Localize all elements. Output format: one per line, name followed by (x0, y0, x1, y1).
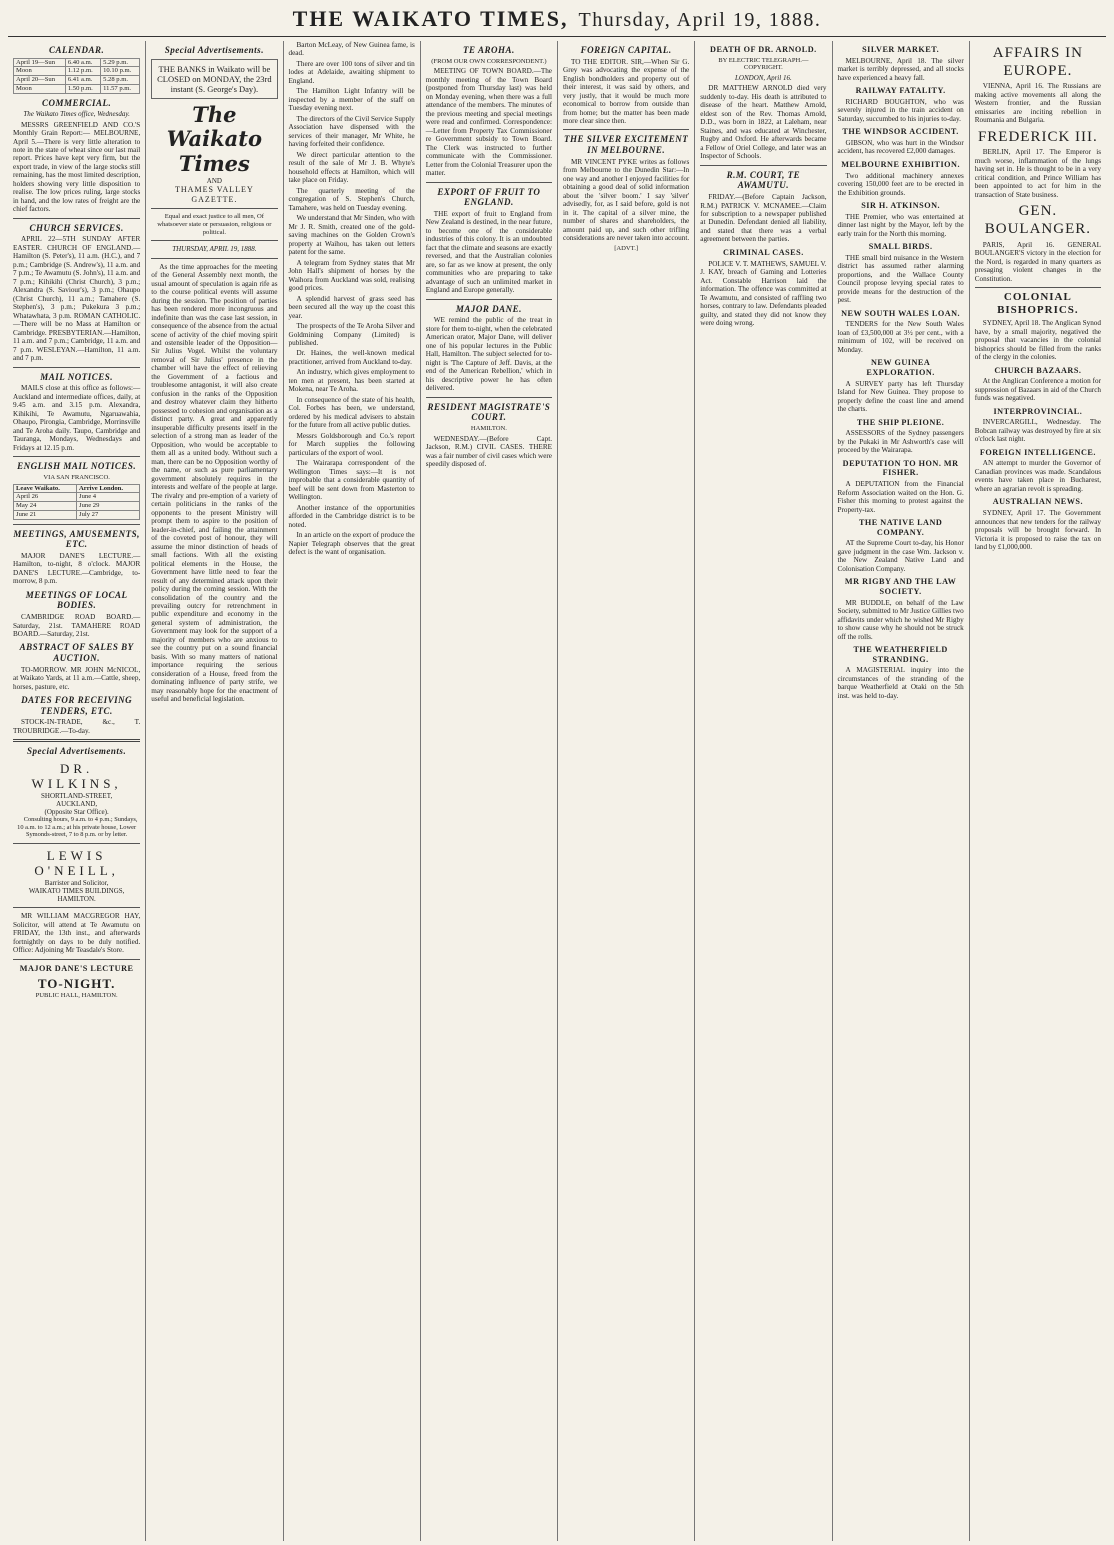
windsor-heading: THE WINDSOR ACCIDENT. (842, 127, 959, 137)
news-item: Another instance of the opportunities afforded in the Cambridge district is to be noted. (288, 503, 415, 529)
dane-lecture-heading: MAJOR DANE'S LECTURE (19, 963, 134, 973)
railway-heading: RAILWAY FATALITY. (855, 86, 946, 96)
news-item: There are over 100 tons of silver and tin lodes at Adelaide, awaiting shipment to England. (288, 59, 415, 85)
column-2 (145, 41, 282, 1541)
australian-news-text: SYDNEY, April 17. The Government announces that new tenders for the railway proposals will be brought forward. In Victoria it is proposed to raise the tax on land by £1,000,000. (974, 509, 1101, 552)
pleione-heading: THE SHIP PLEIONE. (856, 417, 945, 427)
silver-market-heading: SILVER MARKET. (862, 45, 940, 54)
bazaars-text: At the Anglican Conference a motion for suppression of Bazaars in aid of the Church funds was negatived. (974, 377, 1101, 403)
weatherfield-text: A MAGISTERIAL inquiry into the circumstances of the stranding of the barque Weatherfield at Otaki on the 5th inst. was held to-day. (837, 666, 964, 700)
news-item: The Hamilton Light Infantry will be inspected by a member of the staff on Tuesday evening next. (288, 87, 415, 113)
news-item: We understand that Mr Sinden, who with Mr J. R. Smith, created one of the gold-saving machines on the Golden Crown's property at Waihou, has taken out letters patent for the same. (288, 214, 415, 257)
exhibition-heading: MELBOURNE EXHIBITION. (841, 159, 961, 169)
table-row: May 24 June 29 (14, 502, 140, 511)
silver-market-text: MELBOURNE, April 18. The silver market is terribly depressed, and all stocks have experienced a heavy fall. (837, 56, 964, 82)
nameplate-title: The Waikato Times (166, 101, 262, 177)
europe-text: VIENNA, April 16. The Russians are making active movements all along the Western frontier, and the Russian emissaries are inciting rebellion in Roumania and Bulgaria. (974, 82, 1101, 125)
bishoprics-heading: COLONIAL BISHOPRICS. (975, 287, 1101, 317)
atkinson-text: THE Premier, who was entertained at dinner last night by the Mayor, left by the early train for the North this morning. (837, 212, 964, 238)
native-land-heading: THE NATIVE LAND COMPANY. (858, 518, 943, 537)
major-dane-text: WE remind the public of the treat in store for them to-night, when the celebrated American orator, Major Dane, will deliver one of his popular lectures in the Public Hall, Hamilton. The subject selected for to-night is 'The Capture of Jeff. Davis, at the end of the American Rebellion,' which in his descriptive power he has often delivered. (425, 316, 552, 393)
frederick-text: BERLIN, April 17. The Emperor is much worse, inflammation of the lungs having set in. He is thought to be in a very critical condition, and Prince William has been appointed to act for him in the transaction of State business. (974, 148, 1101, 199)
masthead-title: THE WAIKATO TIMES, (292, 6, 569, 31)
frederick-heading: FREDERICK III. (977, 128, 1098, 145)
leader-date: THURSDAY, APRIL 19, 1888. (172, 245, 257, 254)
calendar-row: April 20—Sun 6.41 a.m. 5.28 p.m. (14, 76, 140, 85)
te-aroha-text: MEETING OF TOWN BOARD.—The monthly meeting of the Town Board (postponed from Thursday last) was held on Monday evening, when there was a full attendance of the members. The minutes of the previous meeting and special meetings were read and confirmed. Correspondence:—Letter from Property Tax Commissioner re Government subsidy to Town Board. The Clerk was instructed to further communicate with the Commissioner. Letter from the Colonial Treasurer upon the matter. (425, 67, 552, 178)
calendar-row: Moon 1.50 p.m. 11.57 p.m. (14, 84, 140, 93)
column-3 (283, 41, 420, 1541)
te-aroha-heading: TE AROHA. (463, 45, 515, 55)
columns (8, 41, 1106, 1541)
export-fruit-text: THE export of fruit to England from New Zealand is destined, in the near future, to become one of the considerable industries of this colony. It is an undoubted fact that the climate and seasons are exactly reversed, and that the Australian colonies are, so far as we know at present, the only communities who are preparing to take advantage of such an unlimited market in England and Europe generally. (425, 209, 552, 295)
foreign-capital-text: TO THE EDITOR. SIR,—When Sir G. Grey was advocating the expense of the English bondholders and property out of their interest, it was said by others, and very justly, that it would be much more economical to borrow from outside than from home; but the matter has been made more clear since then. (563, 57, 690, 125)
table-row: June 21 July 27 (14, 510, 140, 519)
table-row: April 26 June 4 (14, 493, 140, 502)
news-item: Messrs Goldsborough and Co.'s report for March supplies the following particulars of the export of wool. (288, 431, 415, 457)
news-item: The directors of the Civil Service Supply Association have dispensed with the services of their manager, Mr White, he having forfeited their confidence. (288, 114, 415, 149)
masthead-date: Thursday, April 19, 1888. (578, 9, 822, 31)
wilkins-name: DR. WILKINS, (31, 760, 122, 792)
nameplate-sub: THAMES VALLEY GAZETTE. (175, 185, 254, 204)
sales-heading: ABSTRACT OF SALES BY AUCTION. (19, 642, 134, 664)
news-item: The Wairarapa correspondent of the Wellington Times says:—It is not improbable that a considerable quantity of beef will be sent down from Masterton to Wellington. (288, 459, 415, 502)
foreign-capital-heading: FOREIGN CAPITAL. (580, 45, 672, 55)
silver-excitement-text: MR VINCENT PYKE writes as follows from Melbourne to the Dunedin Star:—In one way and another I enjoyed facilities for obtaining a good deal of solid information about the 'silver boom.' I say 'silver' advisedly, for, as I said before, gold is not in it. The capital of a silver mine, the number of shares and shareholders, the amount paid up, and such other trifling considerations are never taken into account. (563, 157, 690, 243)
fisher-text: A DEPUTATION from the Financial Reform Association waited on the Hon. G. Fisher this morning to protest against the Property-tax. (837, 480, 964, 514)
oneill-advert: LEWIS O'NEILL, Barrister and Solicitor, WAIKATO TIMES BUILDINGS, HAMILTON. (13, 848, 140, 903)
special-ads-heading: Special Advertisements. (27, 746, 127, 757)
oneill-name: LEWIS O'NEILL, (34, 848, 119, 879)
news-item: Barton McLeay, of New Guinea fame, is dead. (288, 41, 415, 58)
windsor-text: GIBSON, who was hurt in the Windsor accident, has recovered £2,000 damages. (837, 138, 964, 156)
arnold-byline: BY ELECTRIC TELEGRAPH.—COPYRIGHT. (718, 56, 809, 72)
masthead (8, 6, 1106, 37)
news-item: In an article on the export of produce the Napier Telegraph observes that the great defect is the want of organisation. (288, 531, 415, 557)
table-row: Leave Waikato. Arrive London. (14, 484, 140, 493)
foreign-intel-text: AN attempt to murder the Governor of Canadian provinces was made. Scandalous events have taken place in Bucharest, where an agrarian revolt is spreading. (974, 459, 1101, 493)
te-aroha-byline: (FROM OUR OWN CORRESPONDENT.) (431, 57, 547, 65)
news-item: An industry, which gives employment to ten men at present, has been started at Mokena, near Te Aroha. (288, 368, 415, 394)
news-item: We direct particular attention to the result of the sale of Mr J. B. Whyte's household effects at Hamilton, which will take place on Friday. (288, 150, 415, 185)
column-8 (969, 41, 1106, 1541)
foreign-intel-heading: FOREIGN INTELLIGENCE. (979, 447, 1096, 457)
rigby-heading: MR RIGBY AND THE LAW SOCIETY. (844, 577, 957, 596)
fisher-heading: DEPUTATION TO HON. MR FISHER. (842, 458, 959, 478)
criminal-cases-heading: CRIMINAL CASES. (723, 247, 804, 257)
bazaars-heading: CHURCH BAZAARS. (994, 365, 1082, 375)
bishoprics-text: SYDNEY, April 18. The Anglican Synod have, by a small majority, negatived the proposal that vacancies in the colonial bishoprics should be filled from the ranks of the clergy in the colonies. (974, 319, 1101, 362)
export-fruit-heading: EXPORT OF FRUIT TO ENGLAND. (437, 186, 541, 208)
rigby-text: MR BUDDLE, on behalf of the Law Society, submitted to Mr Justice Gillies two affidavits under which he wished Mr Rigby to show cause why he should not be struck off the rolls. (837, 598, 964, 641)
local-bodies-heading: MEETINGS OF LOCAL BODIES. (25, 589, 128, 611)
column-6 (694, 41, 831, 1541)
mcgregor-advert: MR WILLIAM MACGREGOR HAY, Solicitor, will attend at Te Awamutu on FRIDAY, the 13th inst., and afterwards fortnightly on days to be duly notified. Office: Adjoining Mr Teasdale's Store. (13, 912, 141, 955)
commercial-text: MESSRS GREENFIELD AND CO.'S Monthly Grain Report:— MELBOURNE, April 5.—There is very little alteration to note in the state of wheat since our last mail report. Prices have kept very firm, but the export trade, in view of the large stocks still remaining, has the most limited description, holders showing very little disposition to realise. The low prices ruling, large stocks in hand, and the low rates of freight are the chief factors. (13, 120, 141, 214)
mail-text: MAILS close at this office as follows:—Auckland and intermediate offices, daily, at 9.45 a.m. and 3.15 p.m. Alexandra, Kihikihi, Te Awamutu, Ngaruawahia, Ohaupo, Pirongia, Cambridge, Morrinsville and Te Aroha daily. Taupo, Cambridge and Tauranga, Mondays, Wednesdays and Fridays at 12.15 p.m. (13, 384, 141, 452)
small-birds-heading: SMALL BIRDS. (868, 242, 933, 252)
tenders-text: STOCK-IN-TRADE, &c., T. TROUBRIDGE.—To-day. (13, 718, 141, 735)
arnold-heading: DEATH OF DR. ARNOLD. (710, 45, 817, 54)
church-text: APRIL 22—5TH SUNDAY AFTER EASTER. CHURCH OF ENGLAND.—Hamilton (S. Peter's), 11 a.m. (H.C.), and 7 p.m.; Cambridge (S. Andrew's), 11 a.m. and 7 p.m.; Te Awamutu (S. John's), 11 a.m. and 7 p.m.; Kihikihi (Christ Church), 3 p.m.; Alexandra (S. Saviour's), 3 p.m.; Ohaupo (Christ Church), 11 a.m.; Tamahere (S. Stephen's), 3 p.m.; Pukekura 3 p.m.; Whatawhata, 3 p.m. ROMAN CATHOLIC.—There will be no Mass at Hamilton or Cambridge. PRESBYTERIAN.—Hamilton, 11 a.m. and 7 p.m.; Cambridge, 11 a.m. and 7 p.m. WESLEYAN.—Hamilton, 11 a.m. and 7 p.m. (13, 235, 141, 363)
bank-notice: THE BANKS in Waikato will be CLOSED on MONDAY, the 23rd instant (S. George's Day). (151, 59, 277, 99)
news-item: A telegram from Sydney states that Mr John Hall's shipment of horses by the Waihora from Auckland was sold, realising good prices. (288, 258, 415, 293)
column-1 (8, 41, 145, 1541)
column-7 (832, 41, 969, 1541)
rm-court-heading: R.M. COURT, TE AWAMUTU. (726, 169, 801, 191)
special-ads-heading-2: Special Advertisements. (164, 45, 264, 55)
news-item: The prospects of the Te Aroha Silver and Goldmining Company (Limited) is published. (288, 322, 415, 347)
court-sub: HAMILTON. (470, 424, 507, 432)
rm-court-text: FRIDAY.—(Before Captain Jackson, R.M.) PATRICK V. MCNAMEE.—Claim for subscription to a newspaper published at Dunedin. Defendant denied all liability, and stated that there was a verbal agreement between the parties. (700, 193, 827, 244)
leader-text: As the time approaches for the meeting of the General Assembly next month, the usual amount of speculation is again rife as to the course political events will assume during the session. The position of parties has been rendered more incongruous and indefinite than was the case last session, in consequence of the absence from the actual scene of activity of the chief moving spirit and ostensible leader of the Opposition—Sir Julius Vogel. Whilst the voluntary removal of Sir Julius' presence in the chamber will have the effect of relieving the Government of a factious and troublesome antagonist, it will also create confusion in the ranks of the Opposition and destroy whatever claim they hitherto possessed to cohesion and organisation as a distinct party. A great and apparently insuperable difficulty presents itself in the selection of a strong man as leader of the Opposition, who would be acceptable to them all as a united body. Without such a man, there can be no Opposition worthy of the name, or such as pure parliamentary government absolutely requires in the interests and welfare of the people at large. The rivalry and pre-emption of a variety of certain politicians in the ranks of the opponents to the present Ministry will prompt them to aspire to the position of leader-in-chief, and failing the attainment of the coveted post of honour, they will assume the minor distinction of heads of small factions. With all the existing political elements in the House, the Government have little need to fear the result of any determined attack upon their policy during the coming session. With the consolidation of the country and the prevailing outcry for retrenchment in public expenditure and economy in the general system of administration, the Government may look for the support of a majority of members who are anxious to see the country put on a sound financial basis. With so many matters of national importance requiring the serious consideration of a House, freed from the dominating influence of party strife, we may reasonably hope for the enactment of useful and beneficial legislation. (151, 262, 278, 704)
boulanger-heading: GEN. BOULANGER. (984, 203, 1091, 238)
arnold-dateline: LONDON, April 16. (735, 74, 792, 83)
news-item: A splendid harvest of grass seed has been secured all the way up the coast this year. (288, 294, 415, 320)
weatherfield-heading: THE WEATHERFIELD STRANDING. (853, 645, 948, 664)
new-guinea-text: A SURVEY party has left Thursday Island for New Guinea. They propose to properly define the coast line and amend the charts. (837, 379, 964, 414)
nameplate: The Waikato Times AND THAMES VALLEY GAZETTE. (151, 103, 277, 204)
exhibition-text: Two additional machinery annexes covering 150,000 feet are to be erected in the Exhibition grounds. (837, 171, 964, 197)
major-dane-heading: MAJOR DANE. (455, 303, 522, 314)
nsw-loan-text: TENDERS for the New South Wales loan of £3,500,000 at 3½ per cent., with a minimum of 102, will be received on Monday. (837, 320, 964, 354)
small-birds-text: THE small bird nuisance in the Western district has assumed rather alarming proportions, and the Wallace County Council propose levying special rates to provide means for the destruction of the pest. (837, 253, 964, 305)
court-heading: RESIDENT MAGISTRATE'S COURT. (427, 401, 551, 423)
calendar-row: April 19—Sun 6.40 a.m. 5.29 p.m. (14, 58, 140, 67)
commercial-heading: COMMERCIAL. (41, 97, 112, 108)
meetings-heading: MEETINGS, AMUSEMENTS, ETC. (13, 528, 140, 550)
news-item: Dr. Haines, the well-known medical practitioner, arrived from Auckland to-day. (288, 349, 415, 366)
tonight-label: TO-NIGHT. (37, 975, 116, 991)
english-mail-sub: VIA SAN FRANCISCO. (43, 473, 110, 481)
atkinson-heading: SIR H. ATKINSON. (861, 201, 941, 211)
calendar-heading: CALENDAR. (48, 45, 105, 55)
court-text: WEDNESDAY.—(Before Capt. Jackson, R.M.) CIVIL CASES. THERE was a fair number of civil cases which were speedily disposed of. (425, 434, 552, 469)
commercial-dateline: The Waikato Times office, Wednesday. (23, 110, 130, 119)
news-item: The quarterly meeting of the congregation of S. Stephen's Church, Tamahere, was held on Tuesday evening. (288, 186, 415, 212)
railway-text: RICHARD BOUGHTON, who was severely injured in the train accident on Saturday, succumbed to his injuries to-day. (837, 97, 964, 123)
silver-excitement-heading: THE SILVER EXCITEMENT IN MELBOURNE. (564, 134, 689, 156)
mail-heading: MAIL NOTICES. (40, 371, 113, 382)
criminal-cases-text: POLICE V. T. MATHEWS, SAMUEL V. J. KAY, breach of Gaming and Lotteries Act. Constable Harrison laid the information. The offence was committed at Te Awamutu, and consisted of raffling two horses, contrary to law. Defendants pleaded guilty, and stated they did not know they were doing wrong. (700, 259, 827, 327)
europe-heading: AFFAIRS IN EUROPE. (992, 45, 1083, 79)
calendar-row: Moon 1.12 p.m. 10.10 p.m. (14, 67, 140, 76)
new-guinea-heading: NEW GUINEA EXPLORATION. (866, 358, 935, 377)
meetings-text: MAJOR DANE'S LECTURE.—Hamilton, to-night, 8 o'clock. MAJOR DANE'S LECTURE.—Cambridge, to-morrow, 8 p.m. (13, 551, 141, 586)
local-bodies-text: CAMBRIDGE ROAD BOARD.—Saturday, 21st. TAMAHERE ROAD BOARD.—Saturday, 21st. (13, 613, 141, 638)
australian-news-heading: AUSTRALIAN NEWS. (992, 497, 1084, 507)
column-5 (557, 41, 694, 1541)
sales-text: TO-MORROW. MR JOHN McNICOL, at Waikato Yards, at 11 a.m.—Cattle, sheep, horses, pasture, etc. (13, 665, 141, 691)
interprovincial-heading: INTERPROVINCIAL. (993, 406, 1083, 416)
boulanger-text: PARIS, April 16. GENERAL BOULANGER'S victory in the election for the Nord, is regarded in many quarters as presaging violent changes in the Constitution. (974, 240, 1101, 283)
column-4 (420, 41, 557, 1541)
calendar-table (13, 58, 140, 94)
interprovincial-text: INVERCARGILL, Wednesday. The Bobcan railway was destroyed by fire at six o'clock last night. (974, 418, 1101, 444)
motto: Equal and exact justice to all men, Of whatsoever state or persuasion, religious or political. (157, 213, 272, 236)
nsw-loan-heading: NEW SOUTH WALES LOAN. (841, 308, 961, 318)
english-mail-heading: ENGLISH MAIL NOTICES. (17, 461, 137, 472)
dane-hall: PUBLIC HALL, HAMILTON. (35, 991, 118, 999)
news-item: In consequence of the state of his health, Col. Forbes has been, we understand, ordered by his medical advisers to abstain for the future from all active public duties. (288, 395, 415, 430)
arnold-text: DR MATTHEW ARNOLD died very suddenly to-day. His death is attributed to disease of the heart. Matthew Arnold, eldest son of the Rev. Thomas Arnold, D.D., was born in 1822, at Laleham, near Staines, and was educated at Winchester, Rugby and Oxford. He afterwards became a Fellow of Oriel College, and later was an Inspector of Schools. (700, 84, 827, 161)
native-land-text: AT the Supreme Court to-day, his Honor gave judgment in the case Wm. Jackson v. the New Zealand Native Land and Colonisation Company. (837, 539, 964, 573)
english-mail-table (13, 484, 140, 520)
church-heading: CHURCH SERVICES. (29, 222, 124, 233)
pleione-text: ASSESSORS of the Sydney passengers by the Pukaki in Mr Ashworth's case will proceed by the Wairarapa. (837, 429, 964, 455)
tenders-heading: DATES FOR RECEIVING TENDERS, ETC. (21, 695, 133, 716)
advt-footer: [ADVT.] (614, 244, 639, 252)
wilkins-advert: DR. WILKINS, SHORTLAND-STREET, AUCKLAND, (Opposite Star Office). Consulting hours, 9 a.m. to 4 p.m.; Sundays, 10 a.m. to 12 a.m.; at his private house, Lower Symonds-street, 7 to 8 p.m. or by letter. (13, 761, 140, 839)
